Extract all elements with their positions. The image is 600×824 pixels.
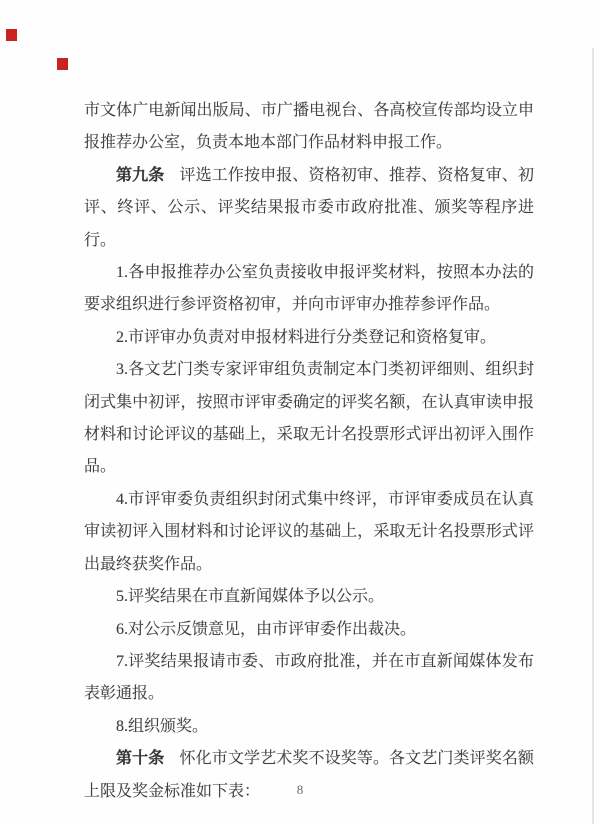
paragraph-text: 7.评奖结果报请市委、市政府批准，并在市直新闻媒体发布表彰通报。 <box>84 652 534 703</box>
page-number: 8 <box>296 782 304 797</box>
paragraph-item-8 <box>84 711 534 743</box>
document-body <box>84 95 534 808</box>
page-footer <box>0 781 600 799</box>
paragraph-item-3 <box>84 354 534 484</box>
paragraph-text: 2.市评审办负责对申报材料进行分类登记和资格复审。 <box>116 328 497 346</box>
paragraph-article-9 <box>84 160 534 257</box>
paragraph-item-5 <box>84 581 534 613</box>
paragraph-item-4 <box>84 484 534 581</box>
red-scan-mark <box>57 58 68 70</box>
paragraph-item-7 <box>84 646 534 711</box>
scan-edge-line <box>592 48 594 824</box>
paragraph-text: 3.各文艺门类专家评审组负责制定本门类初评细则、组织封闭式集中初评，按照市评审委确定的评奖名额，在认真审读申报材料和讨论评议的基础上，采取无计名投票形式评出初评入围作品。 <box>84 361 534 476</box>
paragraph-text: 4.市评审委负责组织封闭式集中终评，市评审委成员在认真审读初评入围材料和讨论评议的基础上，采取无计名投票形式评出最终获奖作品。 <box>84 490 534 573</box>
red-scan-mark <box>6 29 17 41</box>
paragraph-text: 8.组织颁奖。 <box>116 717 209 735</box>
paragraph <box>84 95 534 160</box>
article-lead: 第九条 <box>116 166 165 184</box>
article-lead: 第十条 <box>116 750 165 768</box>
paragraph-item-1 <box>84 257 534 322</box>
paragraph-text: 市文体广电新闻出版局、市广播电视台、各高校宣传部均设立申报推荐办公室，负责本地本部门作品材料申报工作。 <box>84 102 534 152</box>
paragraph-text: 1.各申报推荐办公室负责接收申报评奖材料，按照本办法的要求组织进行参评资格初审，并向市评审办推荐参评作品。 <box>84 264 534 314</box>
paragraph-item-2 <box>84 322 534 354</box>
paragraph-text: 5.评奖结果在市直新闻媒体予以公示。 <box>116 588 385 606</box>
paragraph-item-6 <box>84 614 534 646</box>
paragraph-text: 评选工作按申报、资格初审、推荐、资格复审、初评、终评、公示、评奖结果报市委市政府批准、颁奖等程序进行。 <box>84 166 534 249</box>
paragraph-text: 怀化市文学艺术奖不设奖等。各文艺门类评奖名额上限及奖金标准如下表： <box>84 750 534 800</box>
paragraph-text: 6.对公示反馈意见，由市评审委作出裁决。 <box>116 620 417 638</box>
